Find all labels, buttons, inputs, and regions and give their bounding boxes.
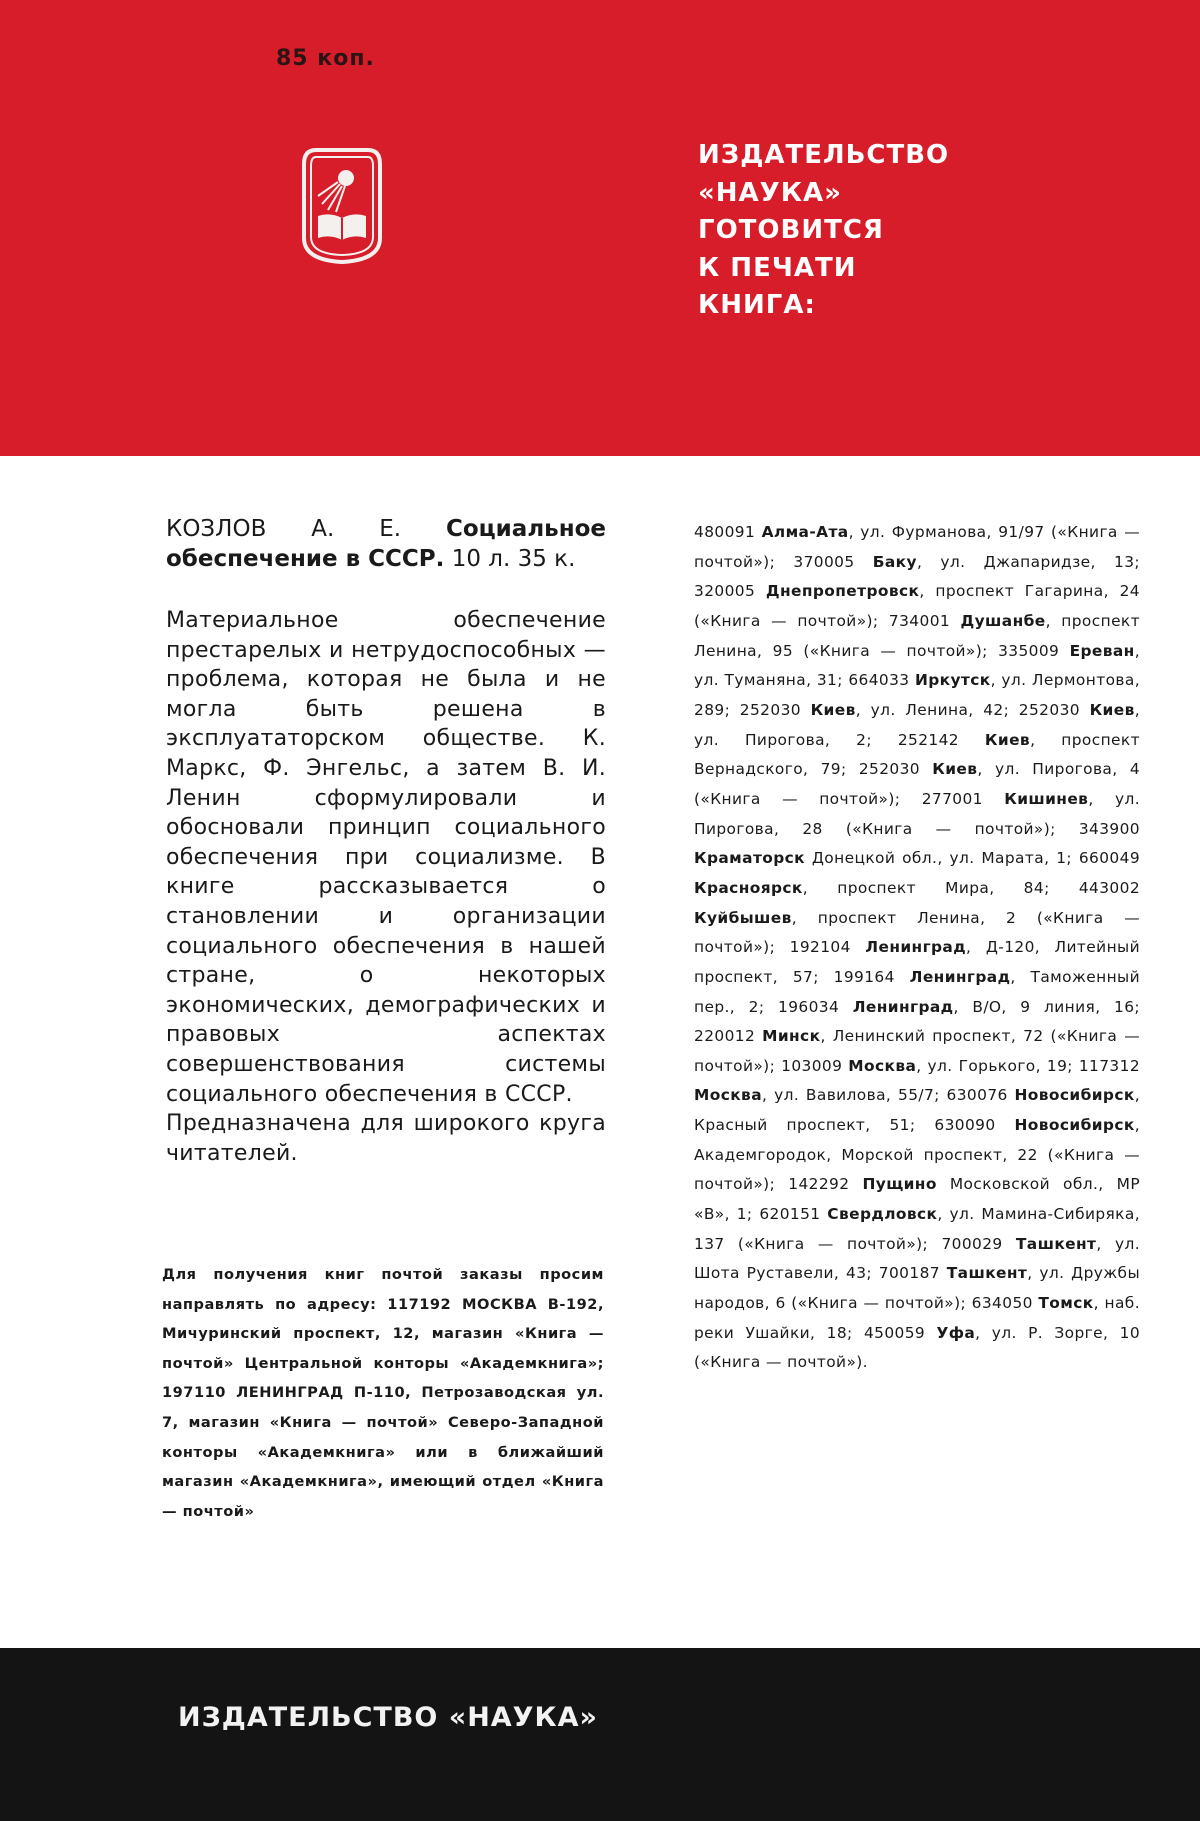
address-postal-index: 220012 — [694, 1027, 756, 1046]
address-city: Ташкент — [946, 1264, 1028, 1283]
address-city: Ленинград — [865, 938, 967, 957]
address-street: , ул. Пирогова, 2; — [694, 700, 1141, 749]
address-city: Свердловск — [827, 1205, 938, 1224]
announcement-line: КНИГА: — [698, 290, 816, 320]
address-street: , проспект Мира, 84; — [802, 878, 1050, 897]
address-city: Красноярск — [694, 878, 803, 897]
address-street: , Красный проспект, 51; — [694, 1086, 1140, 1135]
address-street: , проспект Вернадского, 79; — [694, 730, 1140, 779]
black-footer-band — [0, 1648, 1200, 1821]
book-sheets: 10 л. — [451, 546, 511, 572]
announcement-heading — [698, 137, 949, 325]
address-postal-index: 443002 — [1078, 878, 1141, 897]
address-street: , ул. Вавилова, 55/7; — [761, 1086, 940, 1105]
address-postal-index: 320005 — [694, 582, 756, 601]
address-street: , В/О, 9 линия, 16; — [953, 997, 1141, 1016]
address-street: , ул. Ленина, 42; — [855, 700, 1010, 719]
address-postal-index: 630076 — [946, 1086, 1008, 1105]
address-postal-index: 620151 — [759, 1205, 821, 1224]
annotation-text: Материальное обеспечение престарелых и нетрудоспособных — проблема, которая не была и не могла быть решена в эксплуататорском обществе. К. Маркс, Ф. Энгельс, а затем В. И. Ленин сформулировали и обосновали принцип социального обеспечения при социализме. В книге рассказывается о становлении и организации социального обеспечения в нашей стране, о некоторых экономических, демографических и правовых аспектах совершенствования системы социального обеспечения в СССР. — [166, 608, 606, 1107]
address-street: Донецкой обл., ул. Марата, 1; — [805, 849, 1072, 868]
address-entry — [781, 1057, 1073, 1075]
address-street: , ул. Фурманова, 91/97 («Книга — почтой»); — [694, 523, 1140, 571]
address-city: Москва — [694, 1086, 762, 1105]
announcement-line: ИЗДАТЕЛЬСТВО — [698, 140, 950, 170]
address-postal-index: 450059 — [863, 1323, 926, 1342]
address-postal-index: 660049 — [1078, 849, 1141, 868]
address-postal-index: 734001 — [888, 611, 951, 630]
address-postal-index: 634050 — [971, 1294, 1033, 1313]
address-entry — [740, 701, 1009, 719]
address-postal-index: 103009 — [781, 1056, 843, 1075]
address-city: Новосибирск — [1014, 1116, 1135, 1135]
announcement-line: ГОТОВИТСЯ — [698, 215, 884, 245]
address-city: Уфа — [936, 1323, 976, 1342]
address-street: , Таможенный пер., 2; — [694, 967, 1141, 1016]
price-label: 85 коп. — [276, 46, 375, 71]
book-cost: 35 к. — [517, 546, 576, 572]
address-city: Краматорск — [694, 849, 806, 868]
address-postal-index: 196034 — [778, 997, 840, 1016]
address-postal-index: 630090 — [934, 1116, 996, 1135]
address-postal-index: 192104 — [789, 938, 851, 957]
book-description-column — [166, 514, 606, 1168]
address-street: , проспект Ленина, 95 («Книга — почтой»); — [694, 611, 1140, 660]
address-street: , проспект Гагарина, 24 («Книга — почтой»); — [694, 582, 1140, 630]
address-city: Минск — [762, 1027, 821, 1046]
address-postal-index: 252030 — [739, 700, 801, 719]
address-postal-index: 142292 — [788, 1175, 850, 1194]
address-city: Душанбе — [960, 611, 1046, 630]
address-postal-index: 480091 — [694, 523, 756, 541]
address-city: Пущино — [862, 1175, 937, 1194]
address-postal-index: 199164 — [833, 967, 895, 986]
address-city: Баку — [872, 552, 917, 571]
address-city: Киев — [932, 760, 978, 779]
address-postal-index: 252142 — [897, 730, 959, 749]
book-title: Социальное обеспечение в СССР. — [166, 516, 606, 572]
address-street: , ул. Джапаридзе, 13; — [916, 552, 1140, 571]
address-street: , проспект Ленина, 2 («Книга — почтой»); — [694, 908, 1140, 957]
address-city: Москва — [848, 1056, 917, 1075]
address-city: Новосибирск — [1014, 1086, 1135, 1105]
address-postal-index: 117312 — [1078, 1056, 1141, 1075]
address-street: , наб. реки Ушайки, 18; — [694, 1294, 1140, 1342]
address-city: Киев — [984, 730, 1031, 749]
book-annotation — [166, 606, 606, 1168]
address-postal-index: 277001 — [921, 789, 983, 808]
mail-order-note: Для получения книг почтой заказы просим направлять по адресу: 117192 МОСКВА В-192, Мичуринский проспект, 12, магазин «Книга — почтой» Центральной конторы «Академкнига»; 197110 ЛЕНИНГРАД П-110, Петрозаводская ул. 7, магазин «Книга — почтой» Северо-Западной конторы «Академкнига» или в ближайший магазин «Академкнига», имеющий отдел «Книга — почтой» — [162, 1266, 604, 1520]
address-postal-index: 700029 — [941, 1234, 1003, 1253]
address-postal-index: 335009 — [998, 641, 1060, 660]
address-street: , ул. Пирогова, 4 («Книга — почтой»); — [694, 760, 1141, 808]
announcement-line: К ПЕЧАТИ — [698, 252, 857, 283]
address-city: Кишинев — [1004, 789, 1089, 808]
address-street: , ул. Дружбы народов, 6 («Книга — почтой»); — [694, 1264, 1140, 1313]
nauka-logo-icon — [300, 142, 384, 266]
address-street: , ул. Лермонтова, 289; — [694, 671, 1140, 719]
address-city: Алма-Ата — [761, 523, 849, 541]
book-bibliographic-entry — [166, 514, 606, 574]
address-postal-index: 370005 — [793, 552, 855, 571]
address-postal-index: 700187 — [878, 1264, 940, 1283]
address-city: Днепропетровск — [765, 582, 920, 601]
address-city: Ереван — [1069, 641, 1135, 660]
address-city: Ленинград — [852, 997, 954, 1016]
book-author: КОЗЛОВ А. Е. — [166, 516, 402, 542]
address-city: Ленинград — [909, 967, 1011, 986]
announcement-line: «НАУКА» — [698, 177, 842, 208]
address-street: , Д-120, Литейный проспект, 57; — [694, 938, 1140, 986]
address-postal-index: 252030 — [1018, 700, 1080, 719]
address-street: , Академгородок, Морской проспект, 22 («Книга — почтой»); — [694, 1116, 1141, 1194]
address-street: , ул. Пирогова, 28 («Книга — почтой»); — [694, 789, 1140, 838]
address-postal-index: 343900 — [1078, 819, 1140, 838]
address-street: , ул. Мамина-Сибиряка, 137 («Книга — почтой»); — [694, 1205, 1141, 1253]
address-city: Киев — [810, 700, 856, 719]
address-entry — [793, 553, 1140, 571]
address-city: Куйбышев — [694, 908, 792, 927]
address-entry — [778, 998, 1140, 1016]
address-postal-index: 252030 — [858, 760, 920, 779]
store-address-list — [694, 518, 1140, 1378]
address-street: , ул. Шота Руставели, 43; — [694, 1234, 1140, 1283]
address-street: , ул. Туманяна, 31; — [694, 641, 1140, 690]
red-header-band — [0, 0, 1200, 456]
address-city: Ташкент — [1015, 1234, 1097, 1253]
audience-text: Предназначена для широкого круга читателей. — [166, 1111, 606, 1166]
address-street: , ул. Горького, 19; — [916, 1056, 1073, 1075]
address-city: Киев — [1089, 700, 1135, 719]
address-city: Иркутск — [914, 671, 991, 690]
footer-publisher-name: ИЗДАТЕЛЬСТВО «НАУКА» — [178, 1702, 598, 1733]
address-street: , Ленинский проспект, 72 («Книга — почтой»); — [694, 1027, 1140, 1075]
address-street: Московской обл., МР «В», 1; — [694, 1175, 1141, 1224]
address-city: Томск — [1038, 1294, 1094, 1313]
address-postal-index: 664033 — [848, 671, 910, 690]
address-street: , ул. Р. Зорге, 10 («Книга — почтой»). — [694, 1323, 1141, 1372]
